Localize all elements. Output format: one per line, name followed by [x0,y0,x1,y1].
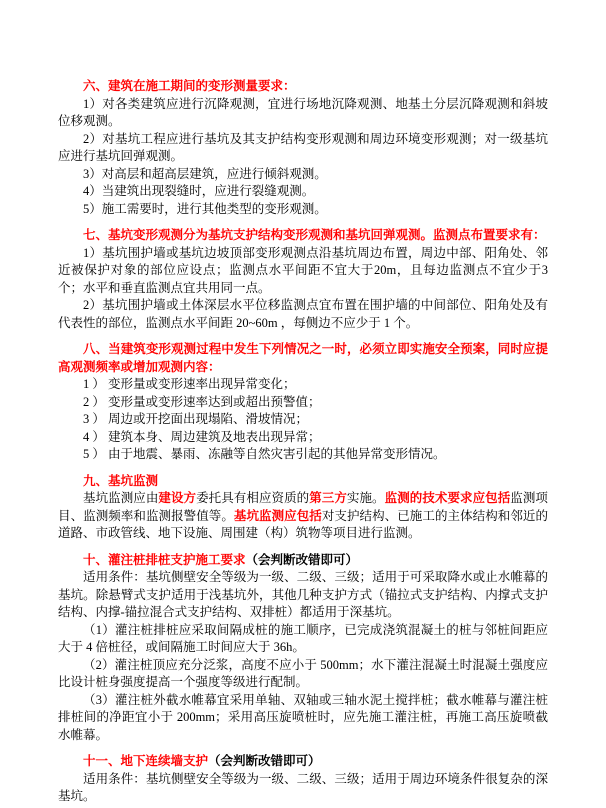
text-segment: （会判断改错即可） [208,754,321,768]
text-segment: 3 ） 周边或开挖面出现塌陷、滑坡情况； [83,412,309,426]
paragraph [58,183,548,201]
paragraph [58,201,548,219]
text-segment: 2）基坑围护墙或土体深层水平位移监测点宜布置在围护墙的中间部位、阳角处及有代表性的部位，监测点水平间距 20~60m ，每侧边不应少于 1 个。 [58,298,548,330]
paragraph [58,692,548,745]
text-segment: 实施。 [346,491,385,505]
text-segment: （1）灌注桩排桩应采取间隔成桩的施工顺序，已完成浇筑混凝土的桩与邻桩间距应大于 4 倍桩径，或间隔施工时间应大于 36h。 [58,622,548,654]
text-segment: 委托具有相应资质的 [196,491,310,505]
section-heading [58,552,548,570]
paragraph [58,771,548,806]
paragraph [58,131,548,166]
text-segment: 1）基坑围护墙或基坑边坡顶部变形观测点沿基坑周边布置，周边中部、阳角处、邻近被保护对象的部位应设点；监测点水平间距不宜大于20m，且每边监测点不宜少于3个；水平和垂直监测点宜共用同一点。 [58,245,548,295]
paragraph [58,394,548,412]
text-segment: 十一、地下连续墙支护 [83,754,209,768]
text-segment: 3）对高层和超高层建筑，应进行倾斜观测。 [83,166,327,181]
text-segment: 建设方 [158,491,197,505]
paragraph [58,622,548,657]
document-body [58,69,548,806]
text-segment: 适用条件：基坑侧壁安全等级为一级、二级、三级；适用于周边环境条件很复杂的深基坑。 [58,771,548,803]
paragraph [58,411,548,429]
section-heading [58,78,548,96]
text-segment: 基坑监测应包括 [233,508,322,523]
text-segment: 监测的技术要求应包括 [384,491,511,505]
text-segment: 1 ） 变形量或变形速率出现异常变化； [83,377,296,391]
paragraph [58,657,548,692]
paragraph [58,245,548,298]
text-segment: 2 ） 变形量或变形速率达到或超出预警值； [83,394,321,409]
text-segment: 对支护结构、已施工的主体结构和邻近的道路、市政管线、地下设施、周围建（构）筑物等项目进行监测。 [58,508,548,540]
section-heading [58,227,548,245]
paragraph [58,376,548,394]
text-segment: 4）当建筑出现裂缝时，应进行裂缝观测。 [83,184,315,198]
section-heading [58,753,548,771]
text-segment: 2）对基坑工程应进行基坑及其支护结构变形观测和周边环境变形观测；对一级基坑应进行基坑回弹观测。 [58,131,548,163]
paragraph [58,569,548,622]
text-segment: 5 ） 由于地震、暴雨、冻融等自然灾害引起的其他异常变形情况。 [83,447,446,461]
text-segment: 监测项目、监测频率和监测报警值等。 [58,491,548,523]
section-heading [58,473,548,491]
text-segment: 十、灌注桩排桩支护施工要求 [83,552,246,567]
paragraph [58,490,548,543]
text-segment: （2）灌注桩顶应充分泛浆，高度不应小于 500mm；水下灌注混凝土时混凝土强度应比设计桩身强度提高一个强度等级进行配制。 [58,657,548,689]
text-segment: 基坑监测应由 [83,491,159,505]
paragraph [58,96,548,131]
text-segment: 九、基坑监测 [83,473,159,488]
text-segment: 适用条件：基坑侧壁安全等级为一级、二级、三级；适用于可采取降水或止水帷幕的基坑。除悬臂式支护适用于浅基坑外，其他几种支护方式（锚拉式支护结构、内撑式支护结构、内撑-锚拉混合式支护结构、双排桩）都适用于深基坑。 [58,570,548,619]
text-segment: 1）对各类建筑应进行沉降观测，宜进行场地沉降观测、地基土分层沉降观测和斜坡位移观测。 [58,96,548,128]
paragraph [58,166,548,184]
text-segment: （3）灌注桩外截水帷幕宜采用单轴、双轴或三轴水泥土搅拌桩；截水帷幕与灌注桩排桩间的净距宜小于 200mm；采用高压旋喷桩时，应先施工灌注桩，再施工高压旋喷截水帷幕。 [58,692,548,742]
text-segment: （会判断改错即可） [245,552,359,567]
section-heading [58,341,548,376]
text-segment: 六、建筑在施工期间的变形测量要求： [83,79,296,93]
paragraph [58,297,548,332]
paragraph [58,429,548,447]
text-segment: 5）施工需要时，进行其他类型的变形观测。 [83,201,327,216]
paragraph [58,446,548,464]
text-segment: 4 ） 建筑本身、周边建筑及地表出现异常； [83,429,321,444]
text-segment: 七、基坑变形观测分为基坑支护结构变形观测和基坑回弹观测。监测点布置要求有： [83,228,546,242]
text-segment: 八、当建筑变形观测过程中发生下列情况之一时，必须立即实施安全预案，同时应提高观测频率或增加观测内容： [58,342,548,374]
text-segment: 第三方 [309,491,347,505]
